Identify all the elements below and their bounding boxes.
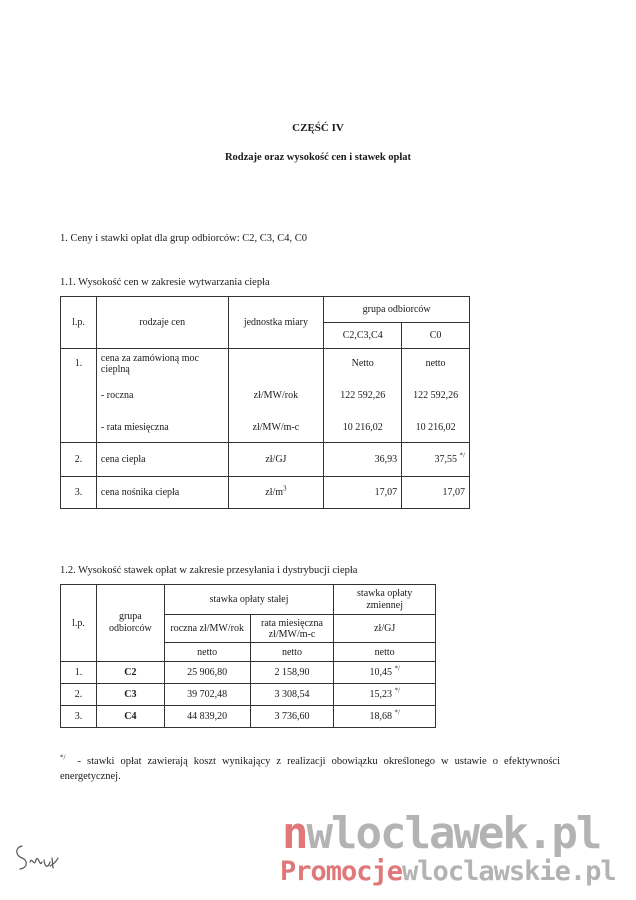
- header-unit-zl-gj: zł/GJ: [334, 615, 436, 643]
- row-lp: 1.: [61, 349, 97, 379]
- row-value-c0: netto: [402, 349, 470, 379]
- row-price-type: cena za zamówioną moc cieplną: [96, 349, 228, 379]
- value-text: 18,68: [369, 711, 392, 722]
- footnote-marker: */: [394, 708, 400, 717]
- table-row: [61, 662, 436, 684]
- footnote-text: - stawki opłat zawierają koszt wynikający z realizacji obowiązku określonego w ustawie o efektywności energetycznej.: [60, 756, 560, 782]
- row-variable: [334, 706, 436, 728]
- header-lp: l.p.: [61, 297, 97, 349]
- row-lp: 2.: [61, 684, 97, 706]
- row-lp: 2.: [61, 443, 97, 477]
- header-lp: l.p.: [61, 585, 97, 662]
- table-row: [61, 477, 470, 509]
- row-unit: zł/MW/m-c: [228, 413, 324, 443]
- row-price-type: - rata miesięczna: [96, 413, 228, 443]
- row-unit: zł/MW/rok: [228, 379, 324, 413]
- header-unit: jednostka miary: [228, 297, 324, 349]
- row-group: C4: [96, 706, 164, 728]
- value-text: 15,23: [369, 689, 392, 700]
- row-value-c2c3c4: 122 592,26: [324, 379, 402, 413]
- row-lp: 1.: [61, 662, 97, 684]
- row-variable: [334, 662, 436, 684]
- document-subtitle: Rodzaje oraz wysokość cen i stawek opłat: [224, 152, 412, 163]
- section-1-2-heading: 1.2. Wysokość stawek opłat w zakresie przesyłania i dystrybucji ciepła: [60, 565, 358, 576]
- row-value-c2c3c4: Netto: [324, 349, 402, 379]
- header-customer-group: grupa odbiorców: [324, 297, 470, 323]
- table-row: [61, 413, 470, 443]
- header-fixed-rate: stawka opłaty stałej: [164, 585, 334, 615]
- row-value-c0: 17,07: [402, 477, 470, 509]
- row-lp: 3.: [61, 706, 97, 728]
- row-monthly: 3 308,54: [250, 684, 334, 706]
- watermark-part: wloclawek.pl: [306, 808, 601, 859]
- footnote: [60, 754, 560, 784]
- section-1-heading: 1. Ceny i stawki opłat dla grup odbiorców: C2, C3, C4, C0: [60, 233, 308, 244]
- rate-table-distribution: [60, 584, 436, 728]
- footnote-marker: */: [394, 664, 400, 673]
- footnote-marker: */: [60, 753, 66, 762]
- header-variable-rate: stawka opłaty zmiennej: [334, 585, 436, 615]
- row-value-c0: 122 592,26: [402, 379, 470, 413]
- price-table-generation: [60, 296, 470, 509]
- row-value-c0: [402, 443, 470, 477]
- row-monthly: 3 736,60: [250, 706, 334, 728]
- header-netto: netto: [250, 643, 334, 662]
- header-price-type: rodzaje cen: [96, 297, 228, 349]
- row-value-c2c3c4: 17,07: [324, 477, 402, 509]
- header-annual: roczna zł/MW/rok: [164, 615, 250, 643]
- row-unit: [228, 349, 324, 379]
- header-monthly: rata miesięczna zł/MW/m-c: [250, 615, 334, 643]
- table-row: [61, 706, 436, 728]
- table-row: [61, 349, 470, 379]
- part-title: CZĘŚĆ IV: [292, 122, 344, 134]
- table-row: [61, 684, 436, 706]
- header-group-c2-c3-c4: C2,C3,C4: [324, 323, 402, 349]
- watermark-site-2: [280, 856, 616, 887]
- footnote-marker: */: [394, 686, 400, 695]
- row-lp: 3.: [61, 477, 97, 509]
- header-netto: netto: [164, 643, 250, 662]
- row-annual: 44 839,20: [164, 706, 250, 728]
- row-unit: zł/GJ: [228, 443, 324, 477]
- header-customer-group: grupa odbiorców: [96, 585, 164, 662]
- watermark-part: Promocje: [280, 856, 403, 887]
- row-lp: [61, 413, 97, 443]
- header-netto: netto: [334, 643, 436, 662]
- row-price-type: cena ciepła: [96, 443, 228, 477]
- watermark-part: n: [282, 808, 307, 859]
- watermark-part: wloclawskie.pl: [402, 856, 616, 887]
- row-price-type: - roczna: [96, 379, 228, 413]
- row-group: C2: [96, 662, 164, 684]
- row-value-c0: 10 216,02: [402, 413, 470, 443]
- footnote-marker: */: [459, 451, 465, 460]
- header-group-c0: C0: [402, 323, 470, 349]
- unit-text: zł/m: [265, 487, 284, 498]
- row-price-type: cena nośnika ciepła: [96, 477, 228, 509]
- row-annual: 39 702,48: [164, 684, 250, 706]
- watermark-site-1: [282, 808, 600, 859]
- unit-exponent: 3: [283, 484, 287, 493]
- section-1-1-heading: 1.1. Wysokość cen w zakresie wytwarzania ciepła: [60, 277, 270, 288]
- table-row: [61, 443, 470, 477]
- row-value-c2c3c4: 10 216,02: [324, 413, 402, 443]
- row-group: C3: [96, 684, 164, 706]
- row-unit: [228, 477, 324, 509]
- row-value-c2c3c4: 36,93: [324, 443, 402, 477]
- value-text: 37,55: [434, 454, 458, 465]
- row-annual: 25 906,80: [164, 662, 250, 684]
- row-variable: [334, 684, 436, 706]
- table-row: [61, 379, 470, 413]
- row-lp: [61, 379, 97, 413]
- row-monthly: 2 158,90: [250, 662, 334, 684]
- signature-initials: [12, 838, 64, 878]
- value-text: 10,45: [369, 667, 392, 678]
